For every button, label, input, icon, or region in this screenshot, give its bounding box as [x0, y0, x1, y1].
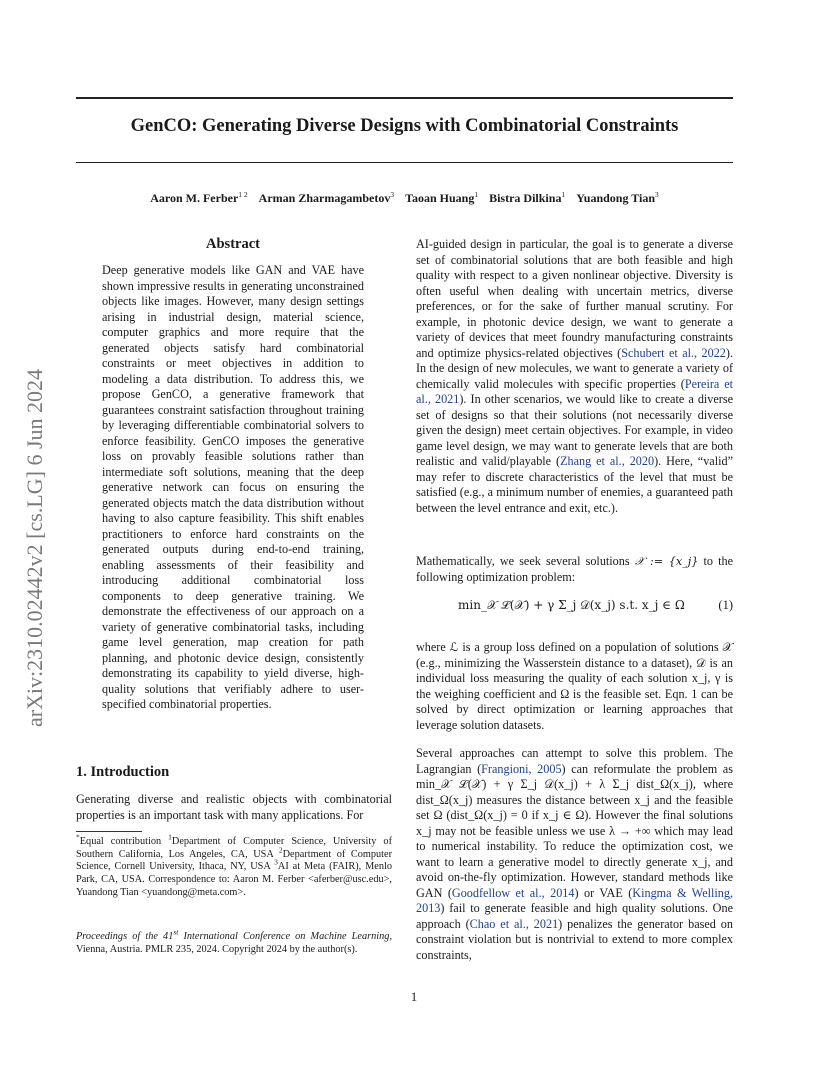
right-column-paragraph-3: where ℒ is a group loss defined on a population of solutions 𝒳 (e.g., minimizing the Wasserstein distance to a dataset), 𝒟 is an individual loss measuring the quality of each solution x_j, γ is the weighing coefficient and Ω is the feasible set. Eqn. 1 can be solved by direct optimization or learning approaches that leverage solution datasets. — [416, 640, 733, 732]
right-column-paragraph-2: Mathematically, we seek several solutions 𝒳 := {x_j} to the following optimization problem: — [416, 554, 734, 584]
citation-goodfellow[interactable]: Goodfellow et al., 2014 — [451, 885, 575, 900]
abstract-text: Deep generative models like GAN and VAE have shown impressive results in generating unconstrained objects like images. However, many design settings arising in industrial design, material science, computer graphics and more require that the generated objects satisfy hard combinatorial constraints or meet objectives in addition to modeling a data distribution. To address this, we propose GenCO, a generative framework that guarantees constraint satisfaction throughout training by leveraging differentiable combinatorial solvers to enforce feasibility. GenCO imposes the generative loss on provably feasible solutions rather than intermediate soft solutions, meaning that the deep generative network can focus on ensuring the generated objects match the data distribution without having to also capture feasibility. This shift enables practitioners to enforce hard constraints on the generated outputs during end-to-end training, enabling assessments of their feasibility and introducing additional combinatorial loss components to deep generative training. We demonstrate the effectiveness of our approach on a variety of generative combinatorial tasks, including game level generation, map creation for path planning, and photonic device design, consistently demonstrating its capability to yield diverse, high-quality solutions that verifiably adhere to user-specified combinatorial properties. — [102, 263, 364, 711]
equation-body: min_𝒳 ℒ(𝒳) + γ Σ_j 𝒟(x_j) s.t. x_j ∈ Ω — [458, 598, 685, 612]
equation-number: (1) — [718, 598, 733, 612]
citation-frangioni[interactable]: Frangioni, 2005 — [481, 761, 562, 776]
paper-title: GenCO: Generating Diverse Designs with Combinatorial Constraints — [130, 116, 679, 136]
citation-schubert[interactable]: Schubert et al., 2022 — [621, 345, 726, 360]
citation-zhang[interactable]: Zhang et al., 2020 — [560, 454, 655, 468]
arxiv-stamp: arXiv:2310.02442v2 [cs.LG] 6 Jun 2024 — [22, 368, 47, 728]
author-2: Arman Zharmagambetov$^3$ — [258, 190, 395, 205]
footnote-rule — [76, 831, 142, 832]
citation-chao[interactable]: Chao et al., 2021 — [469, 916, 559, 931]
equation-1 — [416, 598, 733, 634]
title-rule-top — [76, 97, 733, 99]
right-column-paragraph-4: Several approaches can attempt to solve this problem. The Lagrangian (Frangioni, 2005) can reformulate the problem as min_𝒳 ℒ(𝒳) + γ Σ_j 𝒟(x_j) + λ Σ_j dist_Ω(x_j), where dist_Ω(x_j) measures the distance between x_j and the feasible set Ω (dist_Ω(x_j) = 0 if x_j ∈ Ω). However the final solutions x_j may not be feasible unless we use λ → +∞ which may lead to numerical instability. To reduce the optimization cost, we want to learn a generative model to directly generate x_j, and avoid on-the-fly optimization. However, standard methods like GAN (Goodfellow et al., 2014) or VAE (Kingma & Welling, 2013) fail to generate feasible and high quality solutions. One approach (Chao et al., 2021) penalizes the generator based on constraint violation but is nontrivial to extend to more complex constraints, — [416, 746, 734, 962]
citation-kingma[interactable]: Kingma & Welling, 2013 — [416, 885, 734, 915]
proceedings-note: Proceedings of the 41st International Conference on Machine Learning, Vienna, Austria. PMLR 235, 2024. Copyright 2024 by the author(s). — [76, 927, 393, 955]
author-1: Aaron M. Ferber$^{1 2}$ — [150, 190, 248, 205]
footnote: *Equal contribution $^1$Department of Computer Science, University of Southern California, Los Angeles, CA, USA $^2$Department of Computer Science, Cornell University, Ithaca, NY, USA $^3$AI at Meta (FAIR), Menlo Park, CA, USA. Correspondence to: Aaron M. Ferber <aferber@usc.edu>, Yuandong Tian <yuandong@meta.com>. — [76, 832, 393, 898]
author-4: Bistra Dilkina$^1$ — [489, 190, 566, 205]
page-number: 1 — [410, 990, 418, 1004]
citation-pereira[interactable]: Pereira et al., 2021 — [416, 376, 733, 406]
introduction-text: Generating diverse and realistic objects with combinatorial properties is an important task with many applications. For — [76, 792, 392, 822]
arxiv-sidebar — [22, 298, 48, 798]
introduction-heading: 1. Introduction — [76, 764, 170, 780]
author-3: Taoan Huang$^1$ — [405, 190, 479, 205]
title-rule-bottom — [76, 162, 733, 163]
author-5: Yuandong Tian$^3$ — [576, 190, 659, 205]
abstract-heading: Abstract — [206, 236, 260, 252]
author-list — [76, 190, 733, 206]
right-column-paragraph-1: AI-guided design in particular, the goal is to generate a diverse set of combinatorial solutions that are both feasible and high quality with respect to a given nonlinear objective. Diversity is often useful when dealing with uncertain metrics, diverse preferences, or for the sake of further manual scrutiny. For example, in photonic device design, we want to generate a variety of devices that meet foundry manufacturing constraints and optimize physics-related objectives (Schubert et al., 2022). In the design of new molecules, we want to generate a variety of chemically valid molecules with specific properties (Pereira et al., 2021). In other scenarios, we would like to create a diverse set of designs so that their solutions (not necessarily diverse given the design) meet certain objectives. For example, in video game level design, we may want to generate levels that are both realistic and valid/playable (Zhang et al., 2020). Here, “valid” may refer to discrete characteristics of the level that must be satisfied (e.g., a minimum number of enemies, a guaranteed path between the level entrance and exit, etc.). — [416, 237, 734, 515]
